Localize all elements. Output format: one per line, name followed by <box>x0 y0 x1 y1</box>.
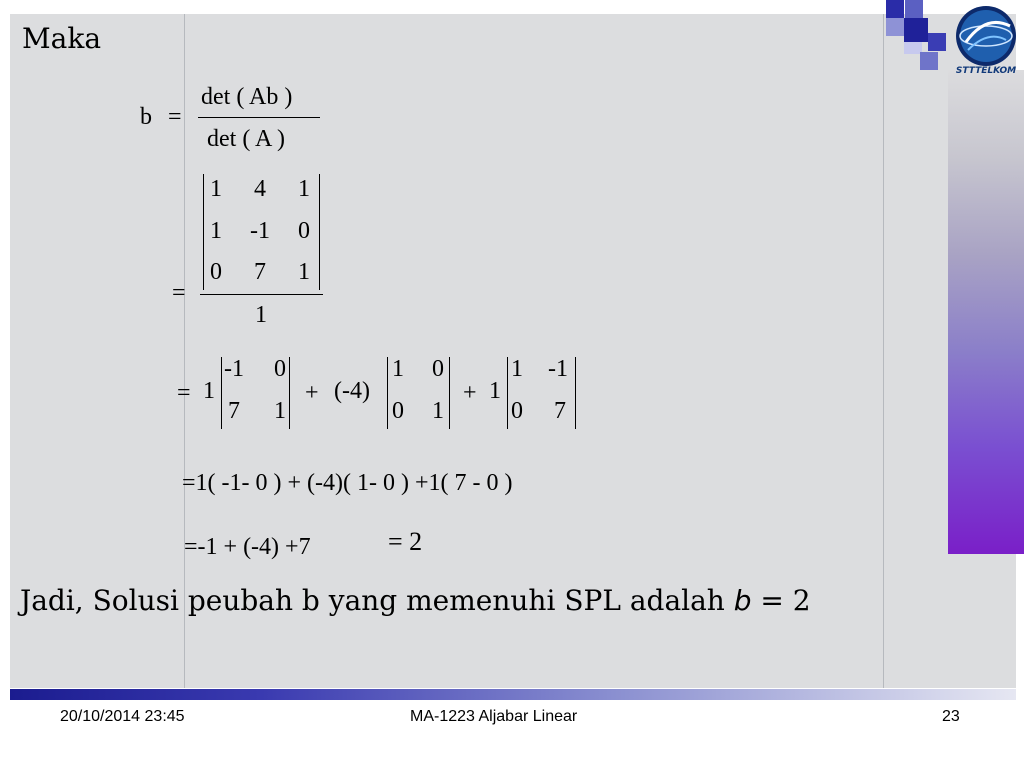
expansion-plus: + <box>305 380 319 406</box>
fraction-bar <box>200 294 323 295</box>
matrix-cell: -1 <box>250 218 270 244</box>
sttelkom-globe-logo-icon <box>948 0 1024 76</box>
minor-cell: 0 <box>392 398 404 424</box>
decor-square <box>886 18 904 36</box>
conclusion-suffix: = 2 <box>751 584 811 617</box>
fraction-bar <box>198 117 320 118</box>
decor-square <box>905 0 923 18</box>
minor-cell: 1 <box>274 398 286 424</box>
determinant-bar-left <box>507 357 508 429</box>
expansion-equals: = <box>177 380 191 406</box>
minor-cell: 1 <box>432 398 444 424</box>
minor-cell: 1 <box>511 356 523 382</box>
decor-square <box>904 18 928 42</box>
expansion-coef: (-4) <box>334 378 370 404</box>
computation-result: = 2 <box>388 527 423 556</box>
minor-cell: 0 <box>432 356 444 382</box>
minor-cell: -1 <box>548 356 568 382</box>
formula-numerator: det ( Ab ) <box>201 84 293 110</box>
side-gradient-bar <box>948 70 1024 554</box>
matrix-step-equals: = <box>172 280 186 306</box>
footer-course-title: MA-1223 Aljabar Linear <box>410 708 578 725</box>
matrix-cell: 1 <box>298 176 310 202</box>
determinant-bar-left <box>221 357 222 429</box>
minor-cell: 1 <box>392 356 404 382</box>
footer-gradient-rule <box>10 689 1016 700</box>
determinant-bar-left <box>387 357 388 429</box>
footer-page-number: 23 <box>942 708 960 725</box>
computation-line: =-1 + (-4) +7 <box>184 534 311 560</box>
determinant-bar-left <box>203 174 204 290</box>
expansion-coef: 1 <box>489 378 501 404</box>
determinant-bar-right <box>289 357 290 429</box>
matrix-cell: 7 <box>254 259 266 285</box>
expansion-coef: 1 <box>203 378 215 404</box>
matrix-cell: 1 <box>298 259 310 285</box>
decor-square <box>886 0 904 18</box>
minor-cell: 7 <box>228 398 240 424</box>
determinant-bar-right <box>319 174 320 290</box>
heading-maka: Maka <box>22 22 102 55</box>
matrix-cell: 4 <box>254 176 266 202</box>
matrix-cell: 0 <box>210 259 222 285</box>
conclusion-prefix: Jadi, Solusi peubah b yang memenuhi SPL adalah <box>20 584 734 617</box>
svg-text:STTTELKOM: STTTELKOM <box>955 66 1017 76</box>
expansion-plus: + <box>463 380 477 406</box>
matrix-cell: 1 <box>210 218 222 244</box>
minor-cell: 0 <box>511 398 523 424</box>
right-guide-line <box>883 14 884 688</box>
computation-line: =1( -1- 0 ) + (-4)( 1- 0 ) +1( 7 - 0 ) <box>182 470 513 496</box>
minor-cell: 0 <box>274 356 286 382</box>
minor-cell: -1 <box>224 356 244 382</box>
matrix-step-denominator: 1 <box>255 302 267 328</box>
formula-lhs: b <box>140 104 152 130</box>
minor-cell: 7 <box>554 398 566 424</box>
determinant-bar-right <box>449 357 450 429</box>
decor-square <box>928 33 946 51</box>
matrix-cell: 1 <box>210 176 222 202</box>
formula-denominator: det ( A ) <box>207 126 285 152</box>
matrix-cell: 0 <box>298 218 310 244</box>
footer-datetime: 20/10/2014 23:45 <box>60 708 185 725</box>
conclusion-variable: b <box>733 584 752 617</box>
determinant-bar-right <box>575 357 576 429</box>
conclusion-text <box>20 584 811 617</box>
formula-equals: = <box>168 104 182 130</box>
decor-square <box>920 52 938 70</box>
